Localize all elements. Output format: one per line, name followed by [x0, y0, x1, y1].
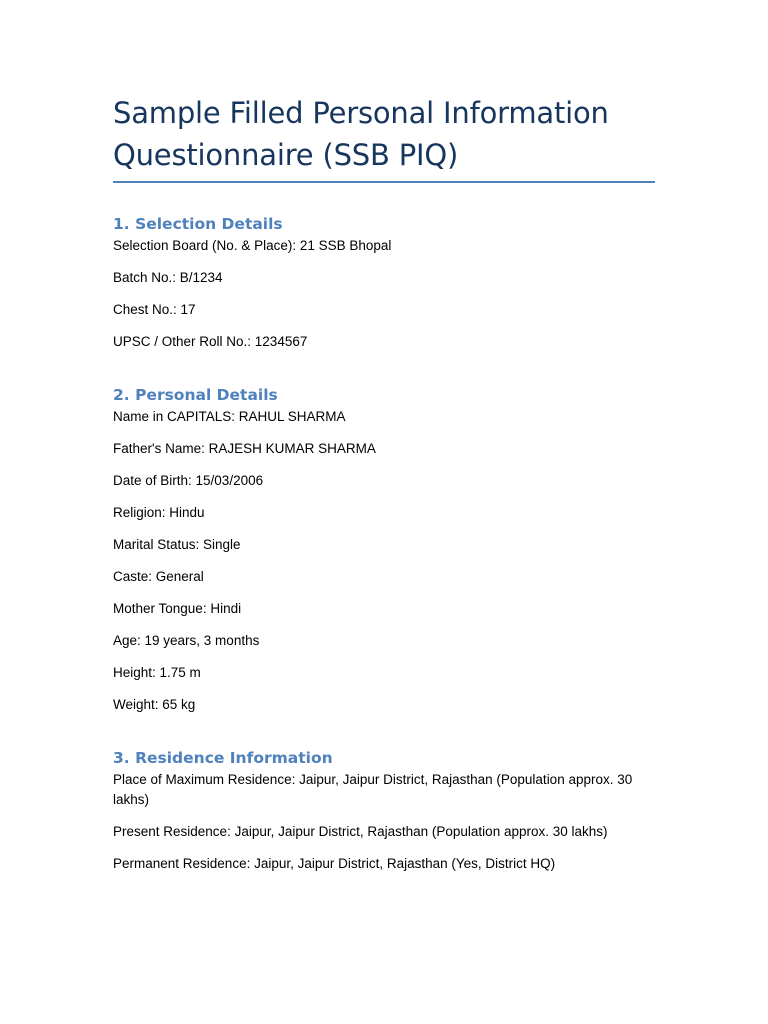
field-father-name: Father's Name: RAJESH KUMAR SHARMA [113, 441, 376, 456]
page-title: Sample Filled Personal Information Questionnaire (SSB PIQ) [113, 96, 609, 172]
field-height: Height: 1.75 m [113, 665, 201, 680]
field-name: Name in CAPITALS: RAHUL SHARMA [113, 409, 346, 424]
section-residence-information [113, 748, 655, 874]
field-permanent-residence: Permanent Residence: Jaipur, Jaipur District, Rajasthan (Yes, District HQ) [113, 856, 556, 871]
section-selection-details [113, 214, 655, 352]
section-heading: 3. Residence Information [113, 749, 333, 767]
section-personal-details [113, 385, 655, 715]
field-roll-no: UPSC / Other Roll No.: 1234567 [113, 334, 308, 349]
field-religion: Religion: Hindu [113, 505, 205, 520]
field-caste: Caste: General [113, 569, 204, 584]
field-selection-board: Selection Board (No. & Place): 21 SSB Bhopal [113, 238, 392, 253]
section-heading: 1. Selection Details [113, 215, 283, 233]
field-present-residence: Present Residence: Jaipur, Jaipur District, Rajasthan (Population approx. 30 lakhs) [113, 824, 608, 839]
field-chest-no: Chest No.: 17 [113, 302, 196, 317]
document-page [113, 92, 655, 874]
field-batch-no: Batch No.: B/1234 [113, 270, 223, 285]
title-divider [113, 181, 655, 183]
field-marital-status: Marital Status: Single [113, 537, 241, 552]
section-heading: 2. Personal Details [113, 386, 278, 404]
field-date-of-birth: Date of Birth: 15/03/2006 [113, 473, 264, 488]
field-age: Age: 19 years, 3 months [113, 633, 260, 648]
field-max-residence: Place of Maximum Residence: Jaipur, Jaipur District, Rajasthan (Population approx. 30 lakhs) [113, 772, 633, 807]
field-mother-tongue: Mother Tongue: Hindi [113, 601, 242, 616]
field-weight: Weight: 65 kg [113, 697, 196, 712]
